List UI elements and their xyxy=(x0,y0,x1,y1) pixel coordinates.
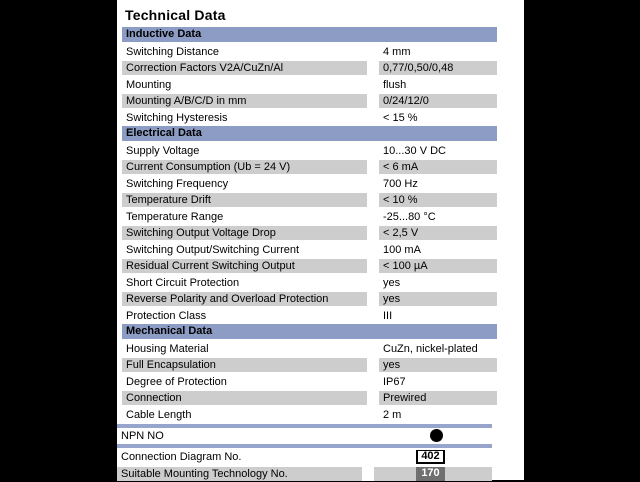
column-gap xyxy=(367,144,379,158)
column-gap xyxy=(367,243,379,257)
spec-label: Switching Hysteresis xyxy=(122,111,367,125)
column-gap xyxy=(367,408,379,422)
spec-value: < 100 µA xyxy=(379,259,497,273)
section-header xyxy=(122,27,497,44)
column-gap xyxy=(367,94,379,108)
npn-indicator-dot-icon xyxy=(430,429,443,442)
spec-table xyxy=(122,27,497,423)
spec-row xyxy=(122,407,497,424)
spec-value: 100 mA xyxy=(379,243,497,257)
spec-value: 0/24/12/0 xyxy=(379,94,497,108)
column-gap xyxy=(367,358,379,372)
spec-label: Switching Output Voltage Drop xyxy=(122,226,367,240)
section-header-label: Mechanical Data xyxy=(122,324,497,339)
spec-label: Switching Output/Switching Current xyxy=(122,243,367,257)
spec-label: Full Encapsulation xyxy=(122,358,367,372)
spec-row xyxy=(122,77,497,94)
column-gap xyxy=(367,391,379,405)
spec-value: < 15 % xyxy=(379,111,497,125)
spec-label: Degree of Protection xyxy=(122,375,367,389)
spec-value: 4 mm xyxy=(379,45,497,59)
column-gap xyxy=(367,61,379,75)
spec-value: 2 m xyxy=(379,408,497,422)
spec-value: yes xyxy=(379,276,497,290)
spec-row xyxy=(122,258,497,275)
column-gap xyxy=(367,193,379,207)
spec-row xyxy=(122,143,497,160)
spec-value: < 2,5 V xyxy=(379,226,497,240)
column-gap xyxy=(367,309,379,323)
spec-label: Mounting xyxy=(122,78,367,92)
spec-value: flush xyxy=(379,78,497,92)
spec-value: IP67 xyxy=(379,375,497,389)
column-gap xyxy=(367,342,379,356)
divider-top xyxy=(117,424,492,428)
spec-label: Switching Distance xyxy=(122,45,367,59)
column-gap xyxy=(367,177,379,191)
spec-row xyxy=(122,176,497,193)
spec-label: Supply Voltage xyxy=(122,144,367,158)
spec-row xyxy=(122,225,497,242)
divider-bottom xyxy=(117,444,492,448)
spec-label: Temperature Range xyxy=(122,210,367,224)
spec-label: Connection xyxy=(122,391,367,405)
spec-row xyxy=(122,44,497,61)
spec-value: < 6 mA xyxy=(379,160,497,174)
spec-label: Short Circuit Protection xyxy=(122,276,367,290)
column-gap xyxy=(367,375,379,389)
spec-row xyxy=(122,110,497,127)
column-gap xyxy=(367,160,379,174)
spec-label: Temperature Drift xyxy=(122,193,367,207)
spec-row xyxy=(122,60,497,77)
spec-value: yes xyxy=(379,292,497,306)
spec-row xyxy=(122,291,497,308)
column-gap xyxy=(367,259,379,273)
spec-value: CuZn, nickel-plated xyxy=(379,342,497,356)
column-gap xyxy=(367,210,379,224)
spec-value: III xyxy=(379,309,497,323)
spec-label: Switching Frequency xyxy=(122,177,367,191)
mounting-technology-label: Suitable Mounting Technology No. xyxy=(117,467,362,481)
spec-value: Prewired xyxy=(379,391,497,405)
output-type-row xyxy=(117,429,492,443)
section-header xyxy=(122,126,497,143)
section-header-label: Electrical Data xyxy=(122,126,497,141)
column-gap xyxy=(367,111,379,125)
spec-row xyxy=(122,357,497,374)
spec-label: Mounting A/B/C/D in mm xyxy=(122,94,367,108)
mounting-technology-number-badge: 170 xyxy=(416,467,445,481)
spec-label: Correction Factors V2A/CuZn/Al xyxy=(122,61,367,75)
connection-diagram-label: Connection Diagram No. xyxy=(117,450,362,464)
connection-diagram-number-badge: 402 xyxy=(416,450,445,464)
spec-row xyxy=(122,341,497,358)
spec-row xyxy=(122,242,497,259)
spec-value: 10...30 V DC xyxy=(379,144,497,158)
column-gap xyxy=(367,226,379,240)
spec-row xyxy=(122,308,497,325)
column-gap xyxy=(367,276,379,290)
spec-label: Cable Length xyxy=(122,408,367,422)
section-header-label: Inductive Data xyxy=(122,27,497,42)
spec-row xyxy=(122,209,497,226)
column-gap xyxy=(367,45,379,59)
column-gap xyxy=(367,292,379,306)
output-type-label: NPN NO xyxy=(121,430,164,442)
spec-value: 0,77/0,50/0,48 xyxy=(379,61,497,75)
spec-row xyxy=(122,390,497,407)
spec-value: yes xyxy=(379,358,497,372)
spec-row xyxy=(122,275,497,292)
spec-row xyxy=(122,192,497,209)
page-title: Technical Data xyxy=(125,7,524,23)
column-gap xyxy=(367,78,379,92)
spec-label: Current Consumption (Ub = 24 V) xyxy=(122,160,367,174)
datasheet-page xyxy=(117,0,524,480)
spec-label: Protection Class xyxy=(122,309,367,323)
spec-value: -25...80 °C xyxy=(379,210,497,224)
section-header xyxy=(122,324,497,341)
spec-value: < 10 % xyxy=(379,193,497,207)
spec-label: Reverse Polarity and Overload Protection xyxy=(122,292,367,306)
spec-row xyxy=(122,374,497,391)
spec-value: 700 Hz xyxy=(379,177,497,191)
spec-label: Housing Material xyxy=(122,342,367,356)
spec-label: Residual Current Switching Output xyxy=(122,259,367,273)
connection-diagram-row xyxy=(117,449,524,466)
spec-row xyxy=(122,159,497,176)
spec-row xyxy=(122,93,497,110)
